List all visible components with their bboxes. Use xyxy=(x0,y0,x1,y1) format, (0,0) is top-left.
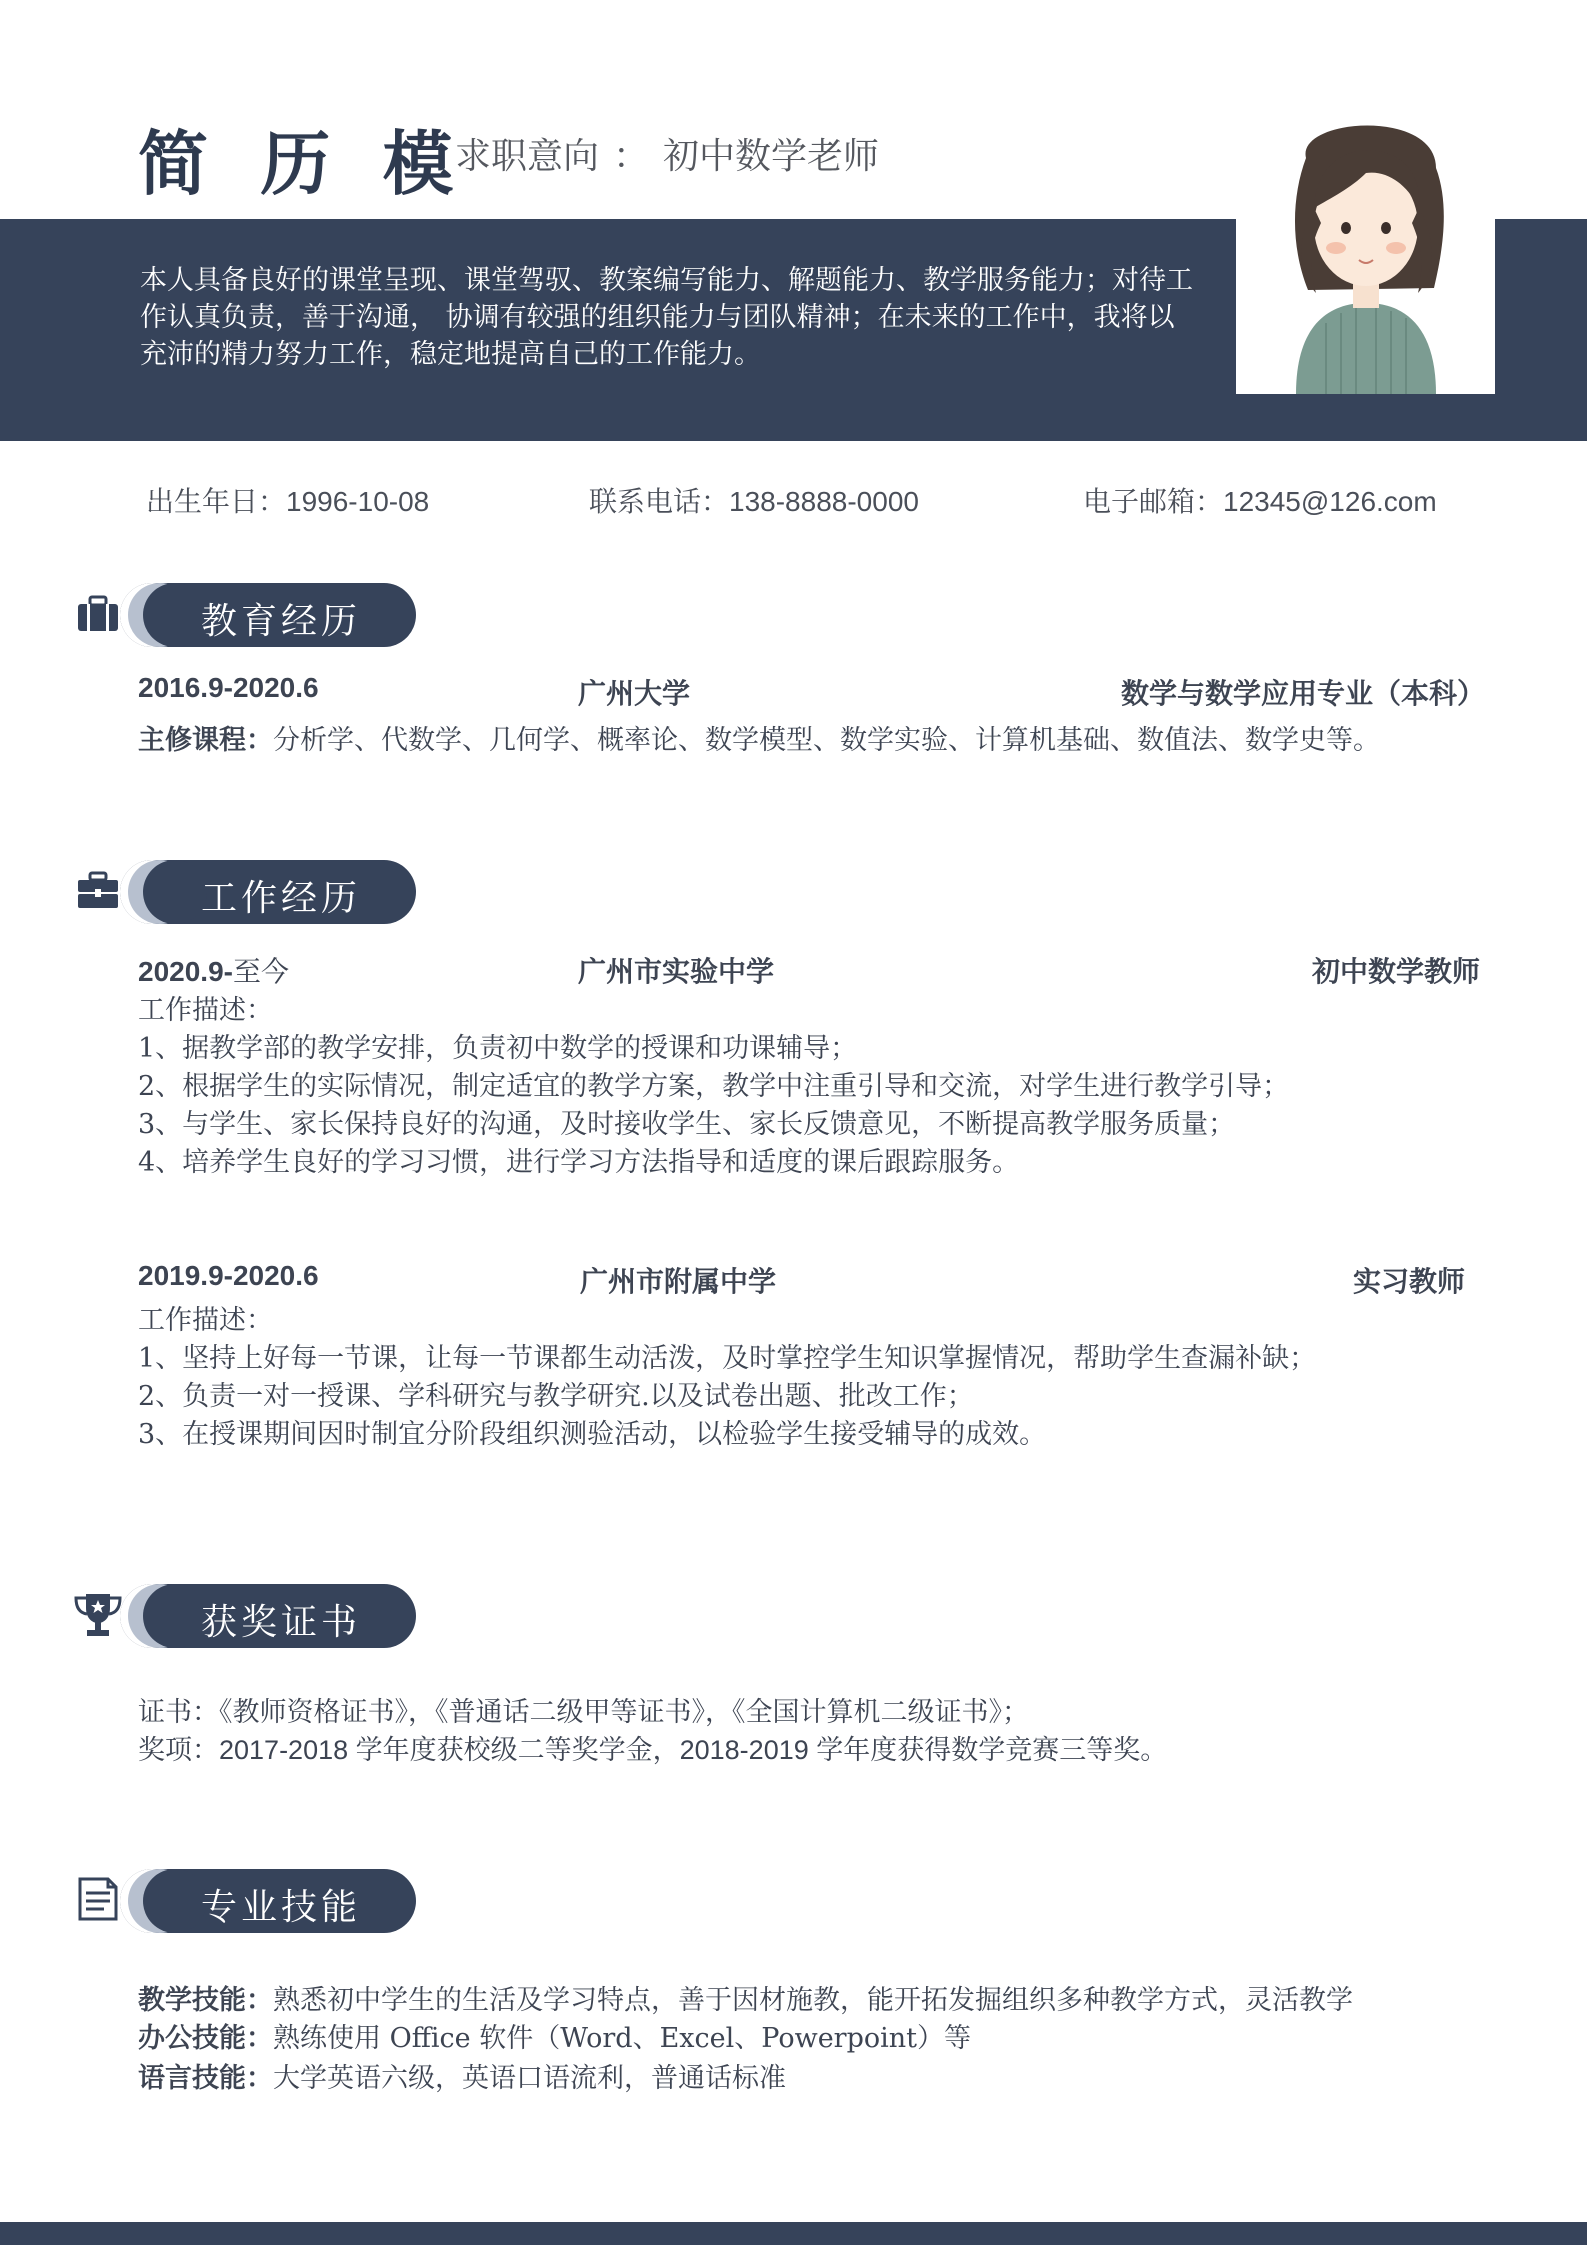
self-introduction: 本人具备良好的课堂呈现、课堂驾驭、教案编写能力、解题能力、教学服务能力；对待工作认真负责，善于沟通， 协调有较强的组织能力与团队精神；在未来的工作中，我将以充沛的精力努力工作，稳定地提高自己的工作能力。 xyxy=(140,265,1193,370)
work-1-date: 2020.9-至今 xyxy=(138,955,289,988)
courses-label: 主修课程： xyxy=(138,725,273,756)
section-education-header xyxy=(70,580,420,650)
education-major: 数学与数学应用专业（本科） xyxy=(1120,677,1485,710)
resume-title: 简 历 模 xyxy=(138,123,467,205)
skill-office-value: 熟练使用 Office 软件（Word、Excel、Powerpoint）等 xyxy=(273,2023,971,2054)
email xyxy=(1083,480,1437,520)
skill-teaching-value: 熟悉初中学生的生活及学习特点，善于因材施教，能开拓发掘组织多种教学方式，灵活教学 xyxy=(273,1985,1353,2016)
work-1-item-1: 1、据教学部的教学安排，负责初中数学的授课和功课辅导； xyxy=(138,1033,858,1064)
birth-value: 1996-10-08 xyxy=(286,486,430,517)
award-value: 2017-2018 学年度获校级二等奖学金，2018-2019 学年度获得数学竞赛三等奖。 xyxy=(219,1735,1168,1765)
skill-language xyxy=(138,2056,786,2095)
education-courses xyxy=(138,718,1380,757)
toolbox-icon xyxy=(70,862,126,918)
work-1-item-4: 4、培养学生良好的学习习惯，进行学习方法指导和适度的课后跟踪服务。 xyxy=(138,1147,1020,1178)
footer-bar xyxy=(0,2222,1587,2245)
education-date: 2016.9-2020.6 xyxy=(138,672,319,703)
work-2-item-3: 3、在授课期间因时制宜分阶段组织测验活动，以检验学生接受辅导的成效。 xyxy=(138,1419,1047,1450)
job-intent-value: 初中数学老师 xyxy=(663,136,880,177)
work-entry-1 xyxy=(138,950,1483,990)
phone-value: 138-8888-0000 xyxy=(729,486,919,517)
award-label: 奖项： xyxy=(138,1735,219,1766)
document-icon xyxy=(70,1871,126,1927)
work-entry-2 xyxy=(138,1260,1483,1300)
work-2-role: 实习教师 xyxy=(1352,1265,1465,1298)
email-value: 12345@126.com xyxy=(1223,486,1437,517)
work-1-org: 广州市实验中学 xyxy=(578,955,775,988)
birth-label: 出生年日： xyxy=(146,485,287,518)
cert-value: 《教师资格证书》，《普通话二级甲等证书》，《全国计算机二级证书》； xyxy=(219,1697,1029,1728)
awards-prizes xyxy=(138,1728,1167,1767)
work-2-org: 广州市附属中学 xyxy=(580,1265,777,1298)
job-intent-label: 求职意向 xyxy=(455,136,600,177)
skill-language-value: 大学英语六级，英语口语流利，普通话标准 xyxy=(273,2063,786,2094)
skill-office-label: 办公技能： xyxy=(138,2023,273,2054)
email-label: 电子邮箱： xyxy=(1083,485,1224,518)
section-skills-header xyxy=(70,1866,420,1936)
cert-label: 证书： xyxy=(138,1697,219,1728)
section-awards-header xyxy=(70,1581,420,1651)
phone xyxy=(589,480,919,520)
section-work-title: 工作经历 xyxy=(201,878,362,919)
work-2-item-2: 2、负责一对一授课、学科研究与教学研究.以及试卷出题、批改工作； xyxy=(138,1381,974,1412)
work-1-desc-label: 工作描述： xyxy=(138,995,273,1026)
skill-language-label: 语言技能： xyxy=(138,2063,273,2094)
birth-date xyxy=(146,480,429,520)
awards-certificates xyxy=(138,1690,1029,1729)
section-awards-title: 获奖证书 xyxy=(201,1602,362,1643)
avatar-illustration xyxy=(1236,98,1495,394)
job-intent-colon: ： xyxy=(613,136,650,177)
avatar xyxy=(1236,98,1495,394)
education-school: 广州大学 xyxy=(578,677,691,710)
section-education-title: 教育经历 xyxy=(201,601,362,642)
work-2-item-1: 1、坚持上好每一节课，让每一节课都生动活泼，及时掌控学生知识掌握情况，帮助学生查漏补缺； xyxy=(138,1343,1317,1374)
section-work-header xyxy=(70,857,420,927)
skill-teaching-label: 教学技能： xyxy=(138,1985,273,2016)
briefcase-icon xyxy=(70,585,126,641)
trophy-icon xyxy=(70,1586,126,1642)
work-1-item-2: 2、根据学生的实际情况，制定适宜的教学方案，教学中注重引导和交流，对学生进行教学引导； xyxy=(138,1071,1290,1102)
courses-value: 分析学、代数学、几何学、概率论、数学模型、数学实验、计算机基础、数值法、数学史等。 xyxy=(273,725,1380,756)
phone-label: 联系电话： xyxy=(589,485,730,518)
work-1-item-3: 3、与学生、家长保持良好的沟通，及时接收学生、家长反馈意见，不断提高教学服务质量； xyxy=(138,1109,1236,1140)
skill-office xyxy=(138,2016,971,2055)
work-2-date: 2019.9-2020.6 xyxy=(138,1260,319,1291)
section-skills-title: 专业技能 xyxy=(201,1887,362,1928)
education-entry xyxy=(138,672,1483,712)
skill-teaching xyxy=(138,1978,1353,2017)
job-intent xyxy=(455,128,879,179)
work-1-role: 初中数学教师 xyxy=(1311,955,1480,988)
work-2-desc-label: 工作描述： xyxy=(138,1305,273,1336)
